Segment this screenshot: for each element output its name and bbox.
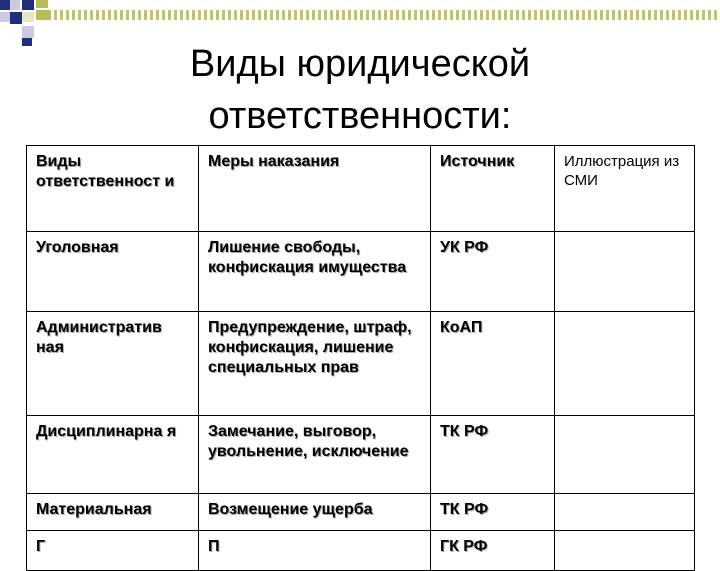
cell-source: КоАП bbox=[431, 312, 555, 416]
cell-measures: П bbox=[199, 531, 431, 571]
header-cell: Иллюстрация из СМИ bbox=[555, 146, 695, 232]
responsibility-table bbox=[26, 145, 695, 571]
cell-measures: Предупреждение, штраф, конфискация, лишение специальных прав bbox=[199, 312, 431, 416]
cell-measures: Возмещение ущерба bbox=[199, 494, 431, 531]
cell-illustration bbox=[555, 531, 695, 571]
decor-square bbox=[10, 0, 20, 10]
cell-illustration bbox=[555, 494, 695, 531]
decor-square bbox=[22, 0, 34, 10]
decor-square bbox=[22, 26, 34, 38]
decor-square bbox=[22, 38, 32, 46]
cell-source: ТК РФ bbox=[431, 494, 555, 531]
cell-type: Административ ная bbox=[27, 312, 199, 416]
table-row bbox=[27, 312, 695, 416]
cell-type: Материальная bbox=[27, 494, 199, 531]
cell-type: Уголовная bbox=[27, 232, 199, 312]
cell-illustration bbox=[555, 232, 695, 312]
cell-source: ТК РФ bbox=[431, 416, 555, 494]
cell-type: Г bbox=[27, 531, 199, 571]
cell-illustration bbox=[555, 312, 695, 416]
table-row bbox=[27, 416, 695, 494]
cell-source: УК РФ bbox=[431, 232, 555, 312]
table-header-row bbox=[27, 146, 695, 232]
table-row bbox=[27, 494, 695, 531]
decor-square bbox=[36, 0, 48, 8]
decor-band bbox=[48, 10, 720, 20]
header-cell: Меры наказания bbox=[199, 146, 431, 232]
header-cell: Источник bbox=[431, 146, 555, 232]
cell-source: ГК РФ bbox=[431, 531, 555, 571]
table-row bbox=[27, 232, 695, 312]
cell-illustration bbox=[555, 416, 695, 494]
decor-square bbox=[22, 12, 34, 22]
table-row bbox=[27, 531, 695, 571]
page-title: Виды юридической ответственности: bbox=[189, 43, 531, 137]
decor-square bbox=[10, 12, 22, 24]
decor-square bbox=[0, 12, 10, 22]
cell-measures: Лишение свободы, конфискация имущества bbox=[199, 232, 431, 312]
header-cell: Виды ответственност и bbox=[27, 146, 199, 232]
cell-type: Дисциплинарна я bbox=[27, 416, 199, 494]
decor-square bbox=[0, 0, 10, 10]
cell-measures: Замечание, выговор, увольнение, исключение bbox=[199, 416, 431, 494]
